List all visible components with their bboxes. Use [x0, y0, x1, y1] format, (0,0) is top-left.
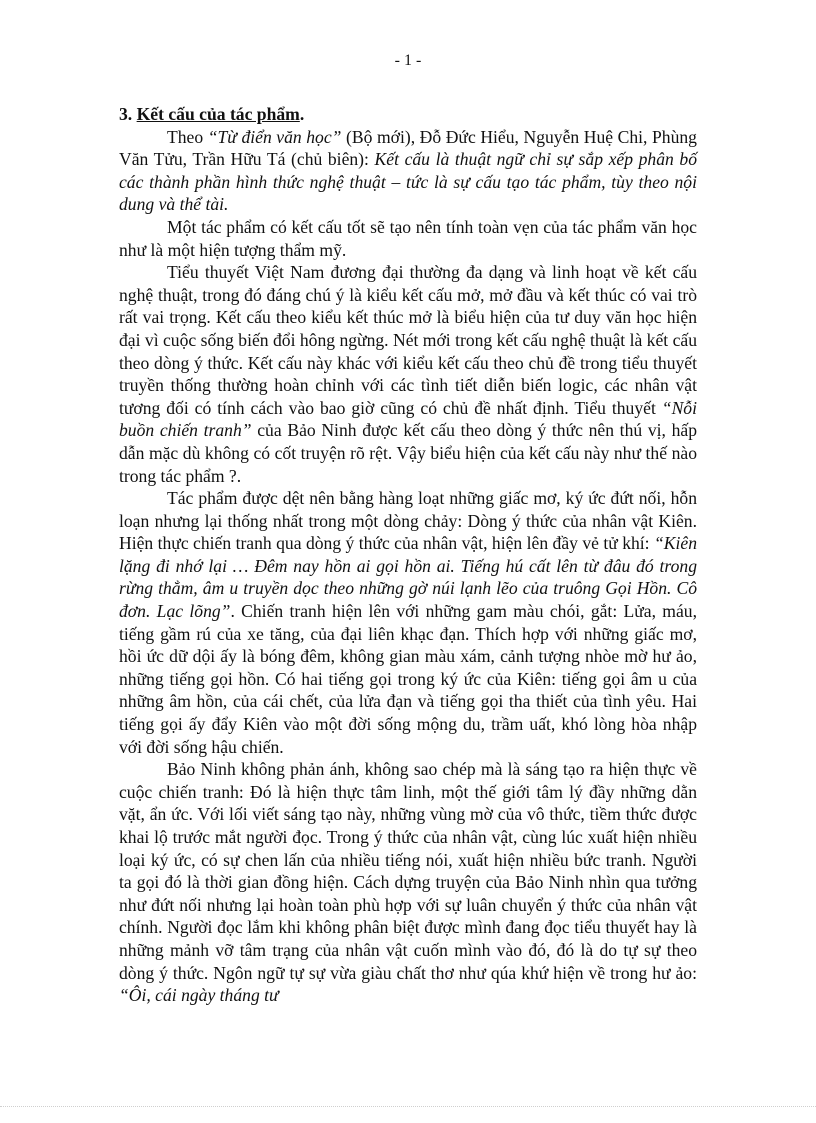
page-bottom-divider [0, 1106, 816, 1107]
p3-text-end: của Bảo Ninh được kết cấu theo dòng ý thức nên thú vị, hấp dẫn mặc dù không có cốt truyện rõ rệt. Vậy biểu hiện của kết cấu này như thế nào trong tác phẩm ?. [119, 420, 697, 486]
p5-text: Bảo Ninh không phản ánh, không sao chép mà là sáng tạo ra hiện thực về cuộc chiến tranh: Đó là hiện thực tâm linh, một thế giới tâm lý đầy những dằn vặt, ẩn ức. Với lối viết sáng tạo này, những vùng mờ của vô thức, tiềm thức được khai lộ trước mắt người đọc. Trong ý thức của nhân vật, cùng lúc xuất hiện nhiều loại ký ức, có sự chen lấn của nhiều tiếng nói, xuất hiện nhiều bức tranh. Người ta gọi đó là thời gian đồng hiện. Cách dựng truyện của Bảo Ninh nhìn qua tưởng như đứt nối nhưng lại hoàn toàn phù hợp với sự luân chuyển ý thức của nhân vật chính. Người đọc lắm khi không phân biệt được mình đang đọc tiểu thuyết hay là những mảnh vỡ tâm trạng của nhân vật cuốn mình vào đó, đó là do tự sự theo dòng ý thức. Ngôn ngữ tự sự vừa giàu chất thơ như qúa khứ hiện về trong hư ảo: [119, 759, 697, 983]
p4-text-end: . Chiến tranh hiện lên với những gam màu chói, gắt: Lửa, máu, tiếng gầm rú của xe tăng, của đại liên khạc đạn. Thích hợp với những giấc mơ, hồi ức dữ dội ấy là bóng đêm, không gian màu xám, cảnh tượng nhòe mờ hư ảo, những tiếng gọi hồn. Có hai tiếng gọi trong ký ức của Kiên: tiếng gọi âm u của những âm hồn, của cái chết, của lửa đạn và tiếng gọi tha thiết của tình yêu. Hai tiếng gọi ấy đẩy Kiên vào một đời sống mộng du, trầm uất, khó lòng hòa nhập với đời sống hậu chiến. [119, 601, 697, 757]
section-heading [119, 103, 697, 126]
section-title: Kết cấu của tác phẩm [136, 104, 300, 124]
paragraph-4 [119, 487, 697, 758]
p1-text: Theo [167, 126, 208, 147]
section-title-period: . [299, 104, 305, 124]
p1-book-title: “Từ điển văn học” [207, 126, 342, 147]
p3-text: Tiểu thuyết Việt Nam đương đại thường đa dạng và linh hoạt về kết cấu nghệ thuật, trong đó đáng chú ý là kiểu kết cấu mở, mở đầu và kết thúc có vai trò rất vai trọng. Kết cấu theo kiểu kết thúc mở là biểu hiện của tư duy văn học hiện đại vì cuộc sống biến đổi hông ngừng. Nét mới trong kết cấu nghệ thuật là kết cấu theo dòng ý thức. Kết cấu này khác với kiểu kết cấu theo chủ đề trong tiểu thuyết truyền thống thường hoàn chỉnh với các tình tiết diễn biến logic, các nhân vật tương đối có tính cách vào bao giờ cũng có chủ đề nhất định. Tiểu thuyết [119, 262, 697, 418]
paragraph-3 [119, 261, 697, 487]
paragraph-5 [119, 758, 697, 1007]
p4-quote: “Kiên lặng đi nhớ lại … Đêm nay hồn ai gọi hồn ai. Tiếng hú cất lên từ đâu đó trong rừng thẳm, âm u truyền dọc theo những gờ núi lạnh lẽo của truông Gọi Hồn. Cô đơn. Lạc lõng” [119, 533, 697, 622]
p5-quote: “Ôi, cái ngày tháng tư [119, 985, 279, 1006]
page-number: - 1 - [394, 52, 422, 69]
paragraph-2: Một tác phẩm có kết cấu tốt sẽ tạo nên tính toàn vẹn của tác phẩm văn học như là một hiện tượng thẩm mỹ. [119, 216, 697, 260]
p4-text: Tác phẩm được dệt nên bằng hàng loạt những giấc mơ, ký ức đứt nối, hỗn loạn nhưng lại thống nhất trong một dòng chảy: Dòng ý thức của nhân vật Kiên. Hiện thực chiến tranh qua dòng ý thức của nhân vật, hiện lên đầy vẻ tử khí: [119, 488, 697, 554]
p1-authors: (Bộ mới), Đỗ Đức Hiểu, Nguyễn Huệ Chi, Phùng Văn Tửu, Trần Hữu Tá (chủ biên): [119, 126, 697, 170]
p3-novel-title: “Nỗi buồn chiến tranh” [119, 397, 697, 441]
paragraph-1 [119, 126, 697, 216]
document-body [119, 103, 697, 1007]
p1-definition: Kết cấu là thuật ngữ chỉ sự sắp xếp phân bố các thành phần hình thức nghệ thuật – tức là sự cấu tạo tác phẩm, tùy theo nội dung và thể tài. [119, 149, 697, 215]
section-number: 3. [119, 104, 133, 124]
